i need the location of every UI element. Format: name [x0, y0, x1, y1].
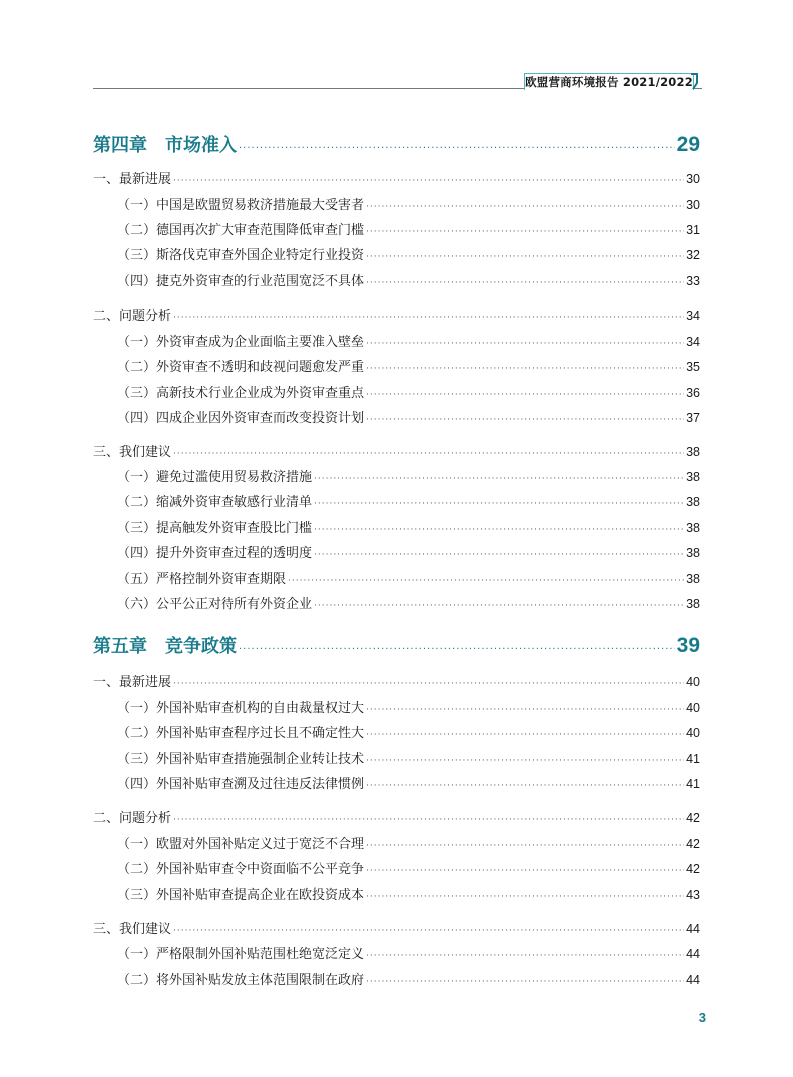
toc-leader-dots [173, 176, 684, 186]
report-title: 欧盟营商环境报告 2021/2022 [525, 75, 693, 89]
toc-item-label: （二）外国补贴审查令中资面临不公平竞争 [117, 862, 365, 877]
toc-item-label: （三）提高触发外资审查股比门槛 [117, 521, 313, 536]
toc-page-number: 38 [686, 445, 700, 459]
toc-item-row[interactable] [117, 568, 700, 587]
toc-item-row[interactable] [117, 270, 700, 289]
toc-item-label: （二）外国补贴审查程序过长且不确定性大 [117, 726, 365, 741]
toc-item-row[interactable] [117, 244, 700, 263]
toc-section-row[interactable] [93, 441, 700, 460]
toc-item-row[interactable] [117, 407, 700, 426]
toc-item-row[interactable] [117, 884, 700, 903]
toc-page-number: 30 [686, 198, 700, 212]
toc-item-label: （三）外国补贴审查措施强制企业转让技术 [117, 752, 365, 767]
toc-leader-dots [366, 364, 684, 374]
toc-leader-dots [288, 576, 684, 586]
toc-page-number: 34 [686, 335, 700, 349]
toc-page-number: 38 [686, 495, 700, 509]
toc-page-number: 35 [686, 360, 700, 374]
toc-page-number: 38 [686, 546, 700, 560]
toc-item-label: （一）避免过滥使用贸易救济措施 [117, 470, 313, 485]
toc-item-label: （三）高新技术行业企业成为外资审查重点 [117, 386, 365, 401]
toc-leader-dots [239, 143, 675, 154]
toc-section-row[interactable] [93, 807, 700, 826]
toc-item-label: （四）提升外资审查过程的透明度 [117, 546, 313, 561]
toc-leader-dots [314, 499, 684, 509]
toc-item-row[interactable] [117, 517, 700, 536]
toc-section-row[interactable] [93, 305, 700, 324]
toc-leader-dots [366, 730, 684, 740]
toc-page-number: 44 [686, 973, 700, 987]
toc-leader-dots [173, 449, 684, 459]
toc-section-row[interactable] [93, 671, 700, 690]
toc-chapter-label: 第五章 竞争政策 [93, 636, 237, 657]
toc-leader-dots [366, 756, 684, 766]
toc-section-label: 一、最新进展 [93, 172, 172, 187]
toc-leader-dots [366, 227, 684, 237]
toc-leader-dots [366, 339, 684, 349]
toc-leader-dots [366, 977, 684, 987]
toc-section-label: 一、最新进展 [93, 675, 172, 690]
toc-page-number: 29 [676, 133, 700, 156]
toc-chapter-row[interactable] [93, 131, 700, 157]
toc-item-row[interactable] [117, 491, 700, 510]
toc-leader-dots [366, 951, 684, 961]
toc-page-number: 32 [686, 248, 700, 262]
toc-page-number: 31 [686, 223, 700, 237]
toc-page-number: 42 [686, 862, 700, 876]
toc-item-row[interactable] [117, 382, 700, 401]
toc-page-number: 41 [686, 777, 700, 791]
toc-leader-dots [366, 390, 684, 400]
toc-section-label: 三、我们建议 [93, 445, 172, 460]
toc-section-row[interactable] [93, 918, 700, 937]
toc-page-number: 42 [686, 811, 700, 825]
toc-item-row[interactable] [117, 593, 700, 612]
toc-page-number: 36 [686, 386, 700, 400]
toc-item-row[interactable] [117, 331, 700, 350]
toc-item-label: （四）四成企业因外资审查而改变投资计划 [117, 411, 365, 426]
toc-item-row[interactable] [117, 833, 700, 852]
toc-page-number: 40 [686, 701, 700, 715]
toc-item-label: （二）外资审查不透明和歧视问题愈发严重 [117, 360, 365, 375]
toc-leader-dots [314, 601, 684, 611]
toc-section-label: 三、我们建议 [93, 922, 172, 937]
tag-corner-icon [690, 73, 700, 91]
toc-item-label: （三）外国补贴审查提高企业在欧投资成本 [117, 888, 365, 903]
toc-leader-dots [239, 644, 675, 655]
toc-item-label: （二）德国再次扩大审查范围降低审查门槛 [117, 223, 365, 238]
toc-leader-dots [314, 550, 684, 560]
toc-leader-dots [366, 278, 684, 288]
toc-item-row[interactable] [117, 194, 700, 213]
toc-leader-dots [173, 926, 684, 936]
toc-section-row[interactable] [93, 168, 700, 187]
toc-page-number: 39 [676, 634, 700, 657]
toc-page-number: 38 [686, 597, 700, 611]
toc-page-number: 44 [686, 922, 700, 936]
toc-page-number: 40 [686, 675, 700, 689]
toc-leader-dots [366, 892, 684, 902]
toc-leader-dots [366, 202, 684, 212]
toc-page-number: 38 [686, 521, 700, 535]
toc-leader-dots [173, 313, 684, 323]
toc-item-label: （一）欧盟对外国补贴定义过于宽泛不合理 [117, 837, 365, 852]
toc-page-number: 30 [686, 172, 700, 186]
toc-page-number: 40 [686, 726, 700, 740]
toc-chapter-row[interactable] [93, 632, 700, 658]
toc-item-row[interactable] [117, 773, 700, 792]
toc-leader-dots [173, 679, 684, 689]
toc-page-number: 38 [686, 470, 700, 484]
toc-item-row[interactable] [117, 356, 700, 375]
toc-leader-dots [173, 815, 684, 825]
toc-page-number: 43 [686, 888, 700, 902]
toc-item-label: （一）严格限制外国补贴范围杜绝宽泛定义 [117, 947, 365, 962]
toc-section-label: 二、问题分析 [93, 309, 172, 324]
report-title-tag [524, 73, 694, 90]
toc-chapter-label: 第四章 市场准入 [93, 135, 237, 156]
toc-page-number: 42 [686, 837, 700, 851]
toc-item-row[interactable] [117, 858, 700, 877]
toc-page-number: 33 [686, 274, 700, 288]
toc-item-label: （二）将外国补贴发放主体范围限制在政府 [117, 973, 365, 988]
toc-page-number: 37 [686, 411, 700, 425]
toc-item-label: （六）公平公正对待所有外资企业 [117, 597, 313, 612]
toc-item-label: （五）严格控制外资审查期限 [117, 572, 287, 587]
toc-item-row[interactable] [117, 748, 700, 767]
toc-leader-dots [366, 781, 684, 791]
toc-item-row[interactable] [117, 466, 700, 485]
toc-leader-dots [366, 841, 684, 851]
toc-item-label: （四）捷克外资审查的行业范围宽泛不具体 [117, 274, 365, 289]
toc-page-number: 34 [686, 309, 700, 323]
toc-leader-dots [366, 705, 684, 715]
toc-item-row[interactable] [117, 542, 700, 561]
toc-item-row[interactable] [117, 943, 700, 962]
toc-item-label: （一）中国是欧盟贸易救济措施最大受害者 [117, 198, 365, 213]
toc-leader-dots [366, 252, 684, 262]
toc-item-row[interactable] [117, 969, 700, 988]
toc-item-row[interactable] [117, 697, 700, 716]
toc-leader-dots [314, 525, 684, 535]
toc-item-row[interactable] [117, 219, 700, 238]
toc-page-number: 44 [686, 947, 700, 961]
toc-leader-dots [366, 415, 684, 425]
toc-leader-dots [366, 866, 684, 876]
toc-item-label: （二）缩减外资审查敏感行业清单 [117, 495, 313, 510]
toc-page-number: 38 [686, 572, 700, 586]
toc-leader-dots [314, 474, 684, 484]
toc-item-label: （三）斯洛伐克审查外国企业特定行业投资 [117, 248, 365, 263]
toc-item-label: （四）外国补贴审查溯及过往违反法律惯例 [117, 777, 365, 792]
toc-section-label: 二、问题分析 [93, 811, 172, 826]
page-number: 3 [698, 1010, 706, 1025]
toc-item-label: （一）外资审查成为企业面临主要准入壁垒 [117, 335, 365, 350]
toc-item-row[interactable] [117, 722, 700, 741]
toc-item-label: （一）外国补贴审查机构的自由裁量权过大 [117, 701, 365, 716]
toc-page-number: 41 [686, 752, 700, 766]
